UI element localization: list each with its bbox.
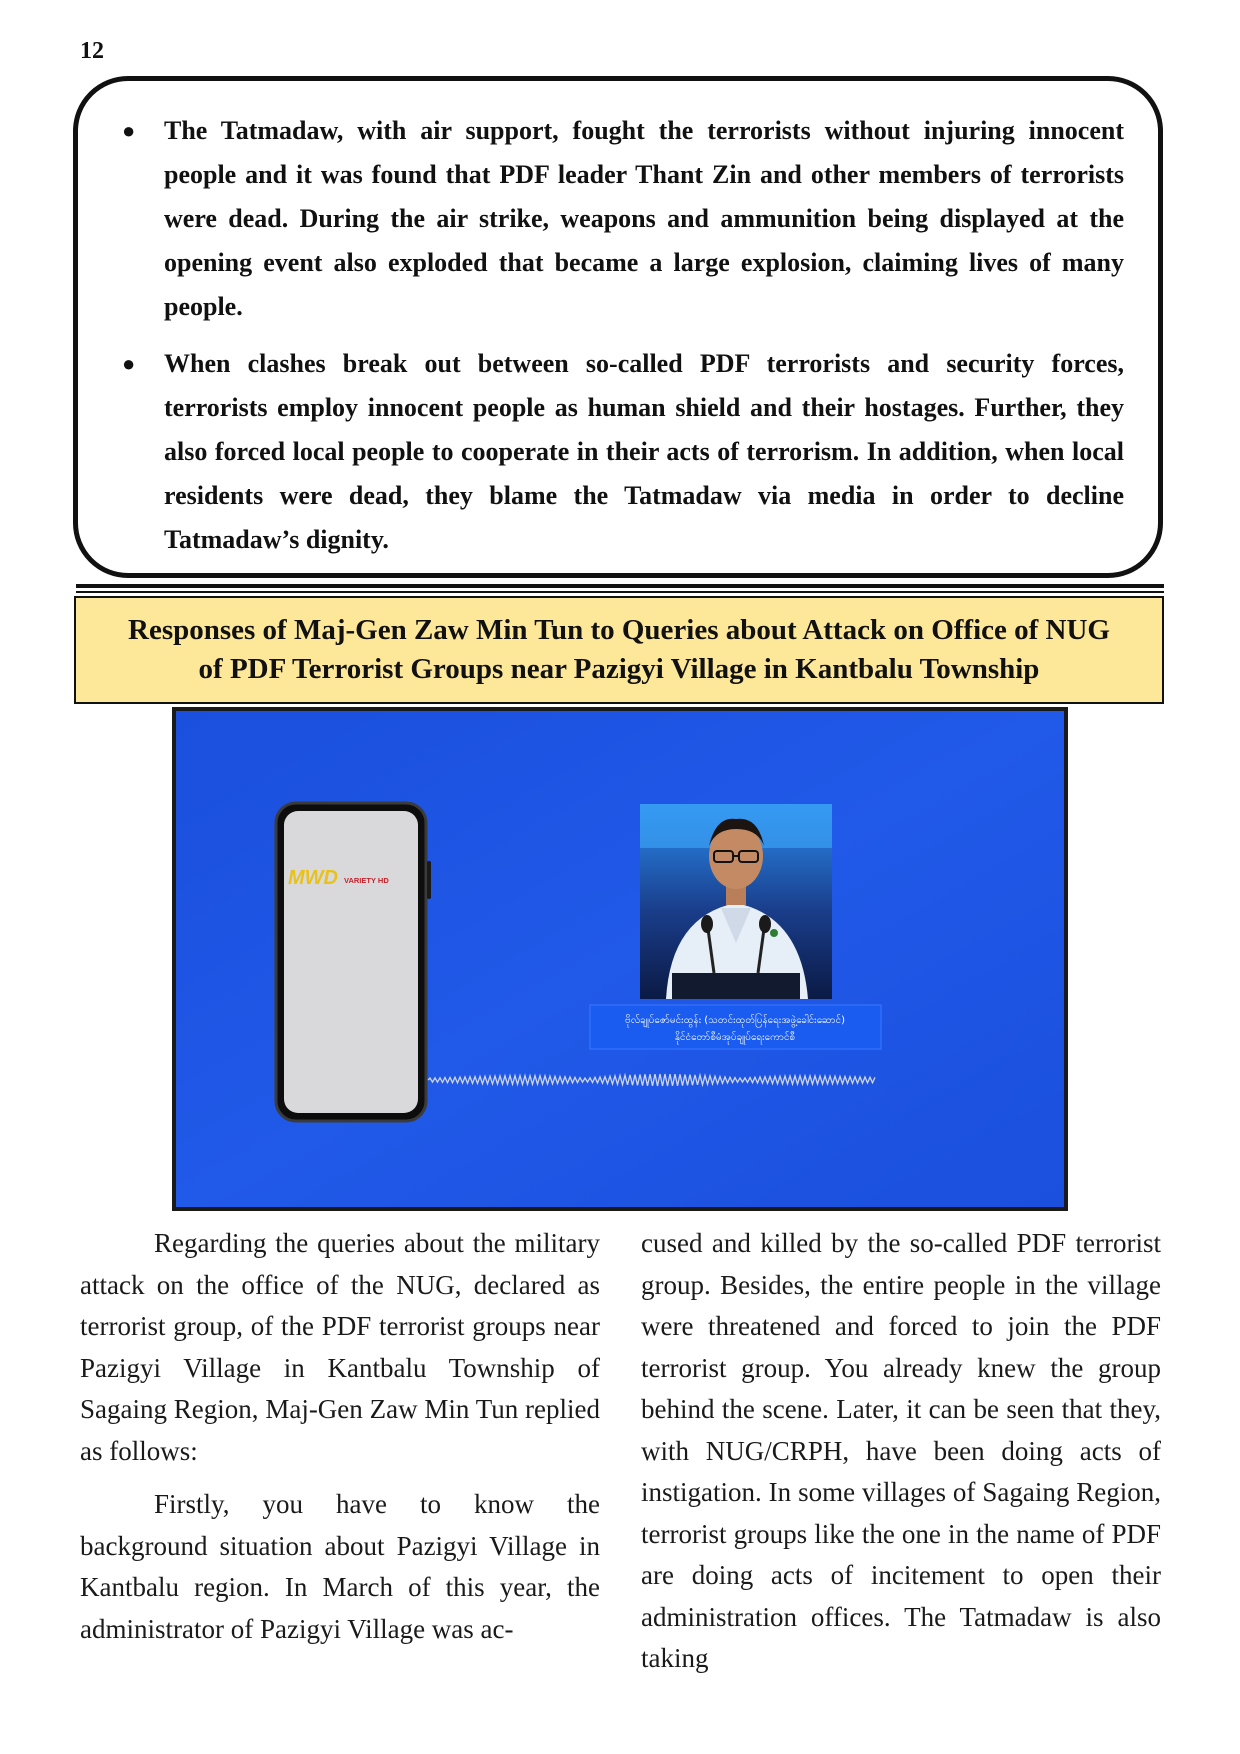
- caption-line-1: ဗိုလ်ချုပ်ဇော်မင်းထွန်း (သတင်းထုတ်ပြန်ရေးအဖွဲ့ခေါင်းဆောင်): [625, 1015, 845, 1026]
- bullet-dot-icon: ●: [122, 351, 136, 376]
- heading-line-2: of PDF Terrorist Groups near Pazigyi Village in Kantbalu Township: [198, 653, 1040, 685]
- speaker-photo: [640, 804, 832, 999]
- heading-line-1: Responses of Maj-Gen Zaw Min Tun to Queries about Attack on Office of NUG: [128, 614, 1110, 646]
- left-paragraph-2: Firstly, you have to know the background situation about Pazigyi Village in Kantbalu region. In March of this year, the administrator of Pazigyi Village was ac-: [80, 1489, 600, 1644]
- divider-thin: [76, 591, 1164, 593]
- bullet-box: [73, 76, 1163, 578]
- news-video-still: [172, 707, 1068, 1211]
- section-heading: [74, 596, 1164, 704]
- right-paragraph-1: cused and killed by the so-called PDF terrorist group. Besides, the entire people in the village were threatened and forced to join the PDF terrorist group. You already knew the group behind the scene. Later, it can be seen that they, with NUG/CRPH, have been doing acts of instigation. In some villages of Sagaing Region, terrorist groups like the one in the name of PDF are doing acts of incitement to open their administration offices. The Tatmadaw is also taking: [641, 1228, 1161, 1673]
- left-column: [80, 1223, 600, 1662]
- bullet-item: [108, 342, 1124, 562]
- left-paragraph-1: Regarding the queries about the military attack on the office of the NUG, declared as terrorist group, of the PDF terrorist groups near Pazigyi Village in Kantbalu Township of Sagaing Region, Maj-Gen Zaw Min Tun replied as follows:: [80, 1228, 600, 1466]
- right-column: [641, 1223, 1161, 1692]
- bullet-list: [108, 109, 1124, 562]
- logo-letters: MWD: [288, 867, 338, 889]
- phone-icon: [276, 803, 431, 1121]
- video-frame-graphic: [176, 711, 1064, 1207]
- divider-thick: [76, 584, 1164, 588]
- bullet-item: [108, 109, 1124, 329]
- bullet-text: The Tatmadaw, with air support, fought the terrorists without injuring innocent people and it was found that PDF leader Thant Zin and other members of terrorists were dead. During the air strike, weapons and ammunition being displayed at the opening event also exploded that became a large explosion, claiming lives of many people.: [164, 116, 1124, 321]
- bullet-text: When clashes break out between so-called PDF terrorists and security forces, terrorists employ innocent people as human shield and their hostages. Further, they also forced local people to cooperate in their acts of terrorism. In addition, when local residents were dead, they blame the Tatmadaw via media in order to decline Tatmadaw’s dignity.: [164, 349, 1124, 554]
- bullet-dot-icon: ●: [122, 118, 136, 143]
- logo-suffix: VARIETY HD: [344, 876, 389, 885]
- page-number: 12: [80, 38, 104, 64]
- caption-line-2: နိုင်ငံတော်စီမံအုပ်ချုပ်ရေးကောင်စီ: [674, 1032, 796, 1043]
- speaker-caption: [590, 1005, 881, 1049]
